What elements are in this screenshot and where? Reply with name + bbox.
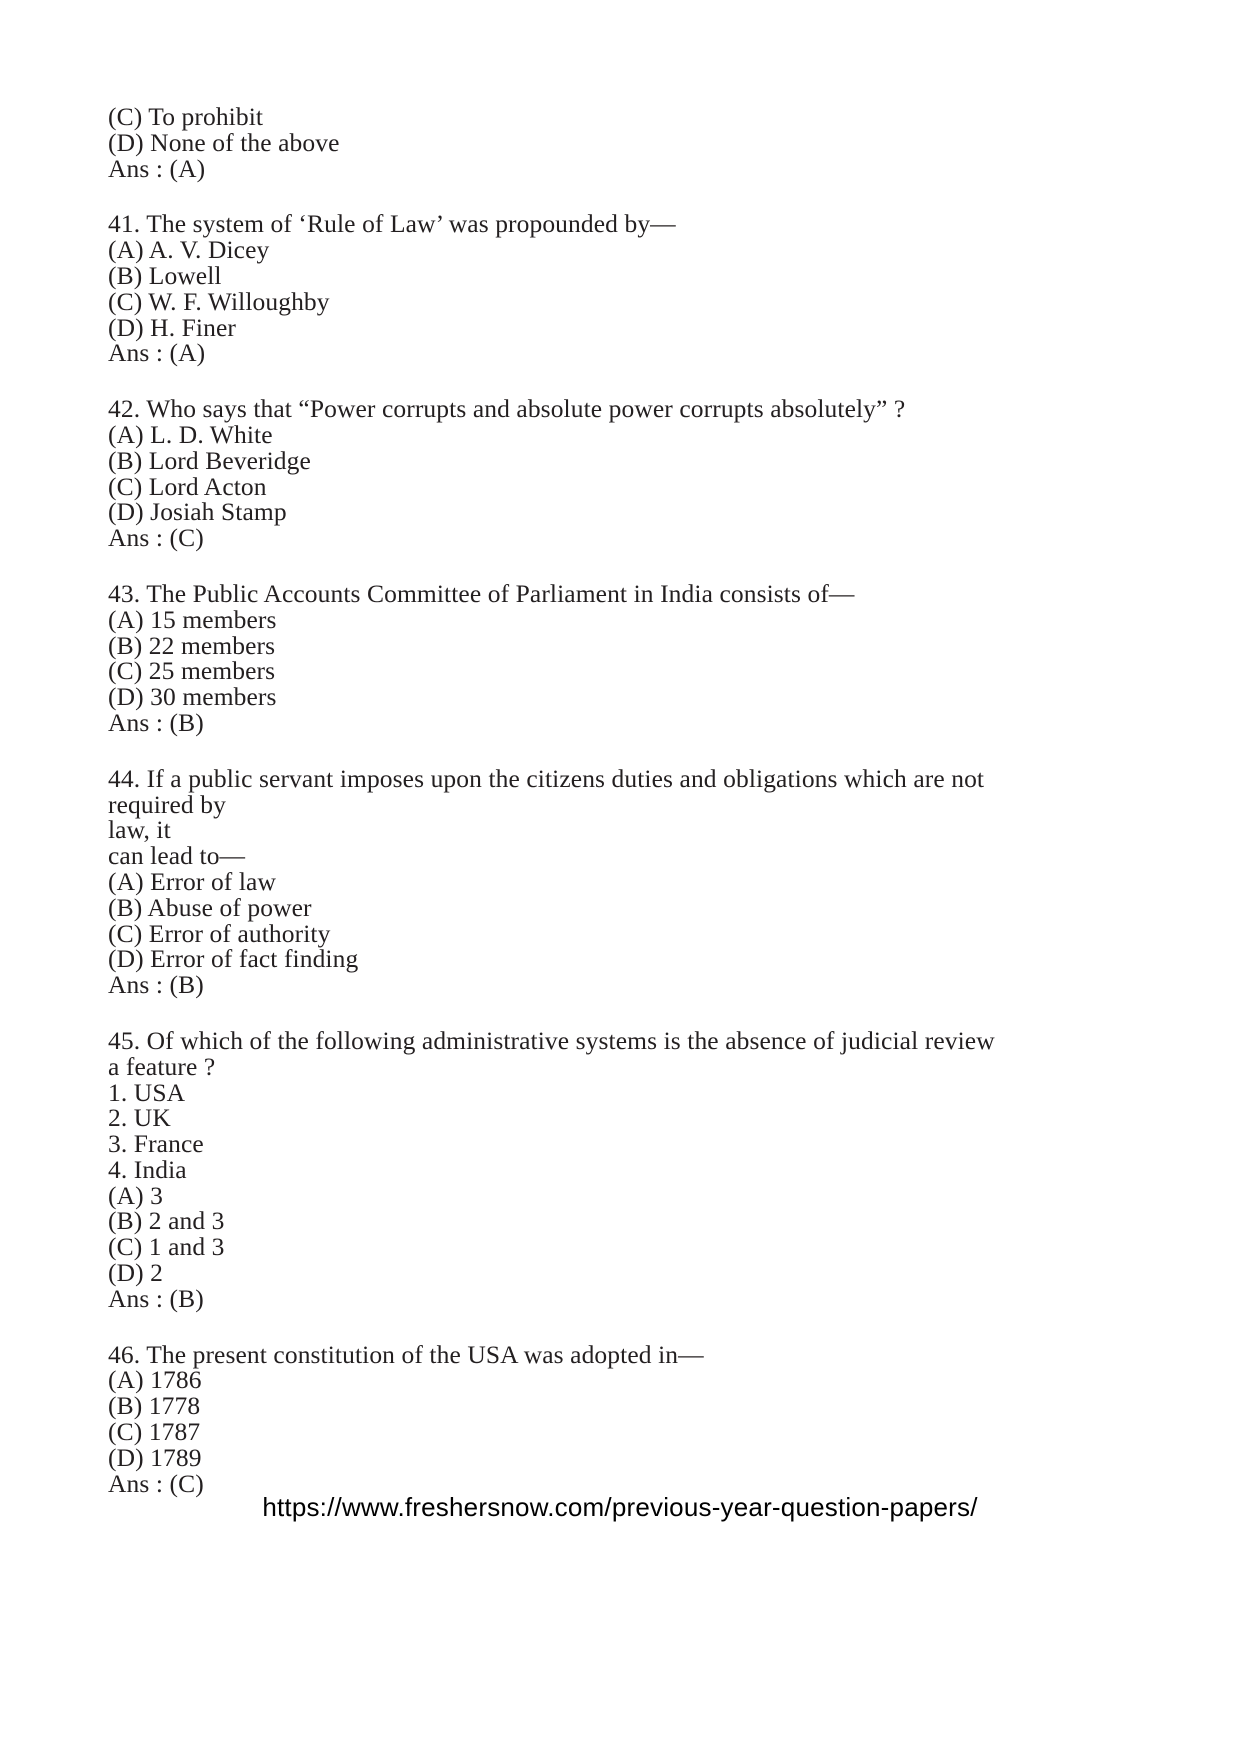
question-block-q42 <box>108 396 1108 551</box>
question-line: 42. Who says that “Power corrupts and absolute power corrupts absolutely” ? <box>108 394 906 424</box>
option-line: (B) Abuse of power <box>108 892 312 922</box>
option-line: (C) 1 and 3 <box>108 1232 225 1262</box>
question-line: 44. If a public servant imposes upon the citizens duties and obligations which are not required by <box>108 763 991 819</box>
source-url-link[interactable]: https://www.freshersnow.com/previous-year-question-papers/ <box>262 1492 978 1522</box>
question-line: 41. The system of ‘Rule of Law’ was propounded by— <box>108 209 676 239</box>
statement-line: 4. India <box>108 1154 187 1184</box>
option-line: (A) 15 members <box>108 604 277 634</box>
option-line: (A) Error of law <box>108 866 276 896</box>
option-line: (D) H. Finer <box>108 312 236 342</box>
answer-line: Ans : (C) <box>108 523 204 553</box>
question-block-q43 <box>108 578 1108 737</box>
question-line: 46. The present constitution of the USA was adopted in— <box>108 1339 704 1369</box>
option-line: (D) 30 members <box>108 682 277 712</box>
answer-line: Ans : (B) <box>108 1283 204 1313</box>
question-list <box>108 104 1108 1496</box>
option-line: (D) 1789 <box>108 1442 202 1472</box>
question-line: 43. The Public Accounts Committee of Parliament in India consists of— <box>108 578 855 608</box>
question-block-q45 <box>108 1025 1108 1313</box>
option-line: (D) Error of fact finding <box>108 944 359 974</box>
statement-line: 3. France <box>108 1129 204 1159</box>
answer-line: Ans : (C) <box>108 1468 204 1498</box>
question-block-q46 <box>108 1339 1108 1498</box>
option-line: (C) Error of authority <box>108 918 331 948</box>
statement-line: 1. USA <box>108 1077 186 1107</box>
question-line-continuation: law, it <box>108 815 171 845</box>
option-line: (C) 25 members <box>108 656 276 686</box>
option-line: (B) 1778 <box>108 1391 201 1421</box>
option-line: (A) 1786 <box>108 1365 202 1395</box>
option-line: (D) Josiah Stamp <box>108 497 287 527</box>
question-line: 45. Of which of the following administrative systems is the absence of judicial review a feature ? <box>108 1025 1002 1081</box>
question-block-q44 <box>108 763 1108 1000</box>
option-line: (C) Lord Acton <box>108 471 267 501</box>
option-line: (C) W. F. Willoughby <box>108 286 330 316</box>
option-line: (D) None of the above <box>108 127 340 157</box>
question-block-q41 <box>108 211 1108 366</box>
answer-line: Ans : (A) <box>108 338 206 368</box>
option-line: (B) 2 and 3 <box>108 1206 225 1236</box>
option-line: (A) L. D. White <box>108 419 273 449</box>
option-line: (C) To prohibit <box>108 102 264 131</box>
question-line-continuation: can lead to— <box>108 841 246 871</box>
option-line: (B) Lord Beveridge <box>108 445 311 475</box>
question-block-q40-tail <box>108 104 1108 181</box>
answer-line: Ans : (A) <box>108 153 206 183</box>
option-line: (A) 3 <box>108 1180 164 1210</box>
answer-line: Ans : (B) <box>108 970 204 1000</box>
option-line: (B) 22 members <box>108 630 276 660</box>
page-footer <box>0 1492 1240 1522</box>
option-line: (D) 2 <box>108 1258 164 1288</box>
option-line: (A) A. V. Dicey <box>108 235 270 265</box>
answer-line: Ans : (B) <box>108 707 204 737</box>
option-line: (C) 1787 <box>108 1417 201 1447</box>
statement-line: 2. UK <box>108 1103 171 1133</box>
option-line: (B) Lowell <box>108 260 222 290</box>
